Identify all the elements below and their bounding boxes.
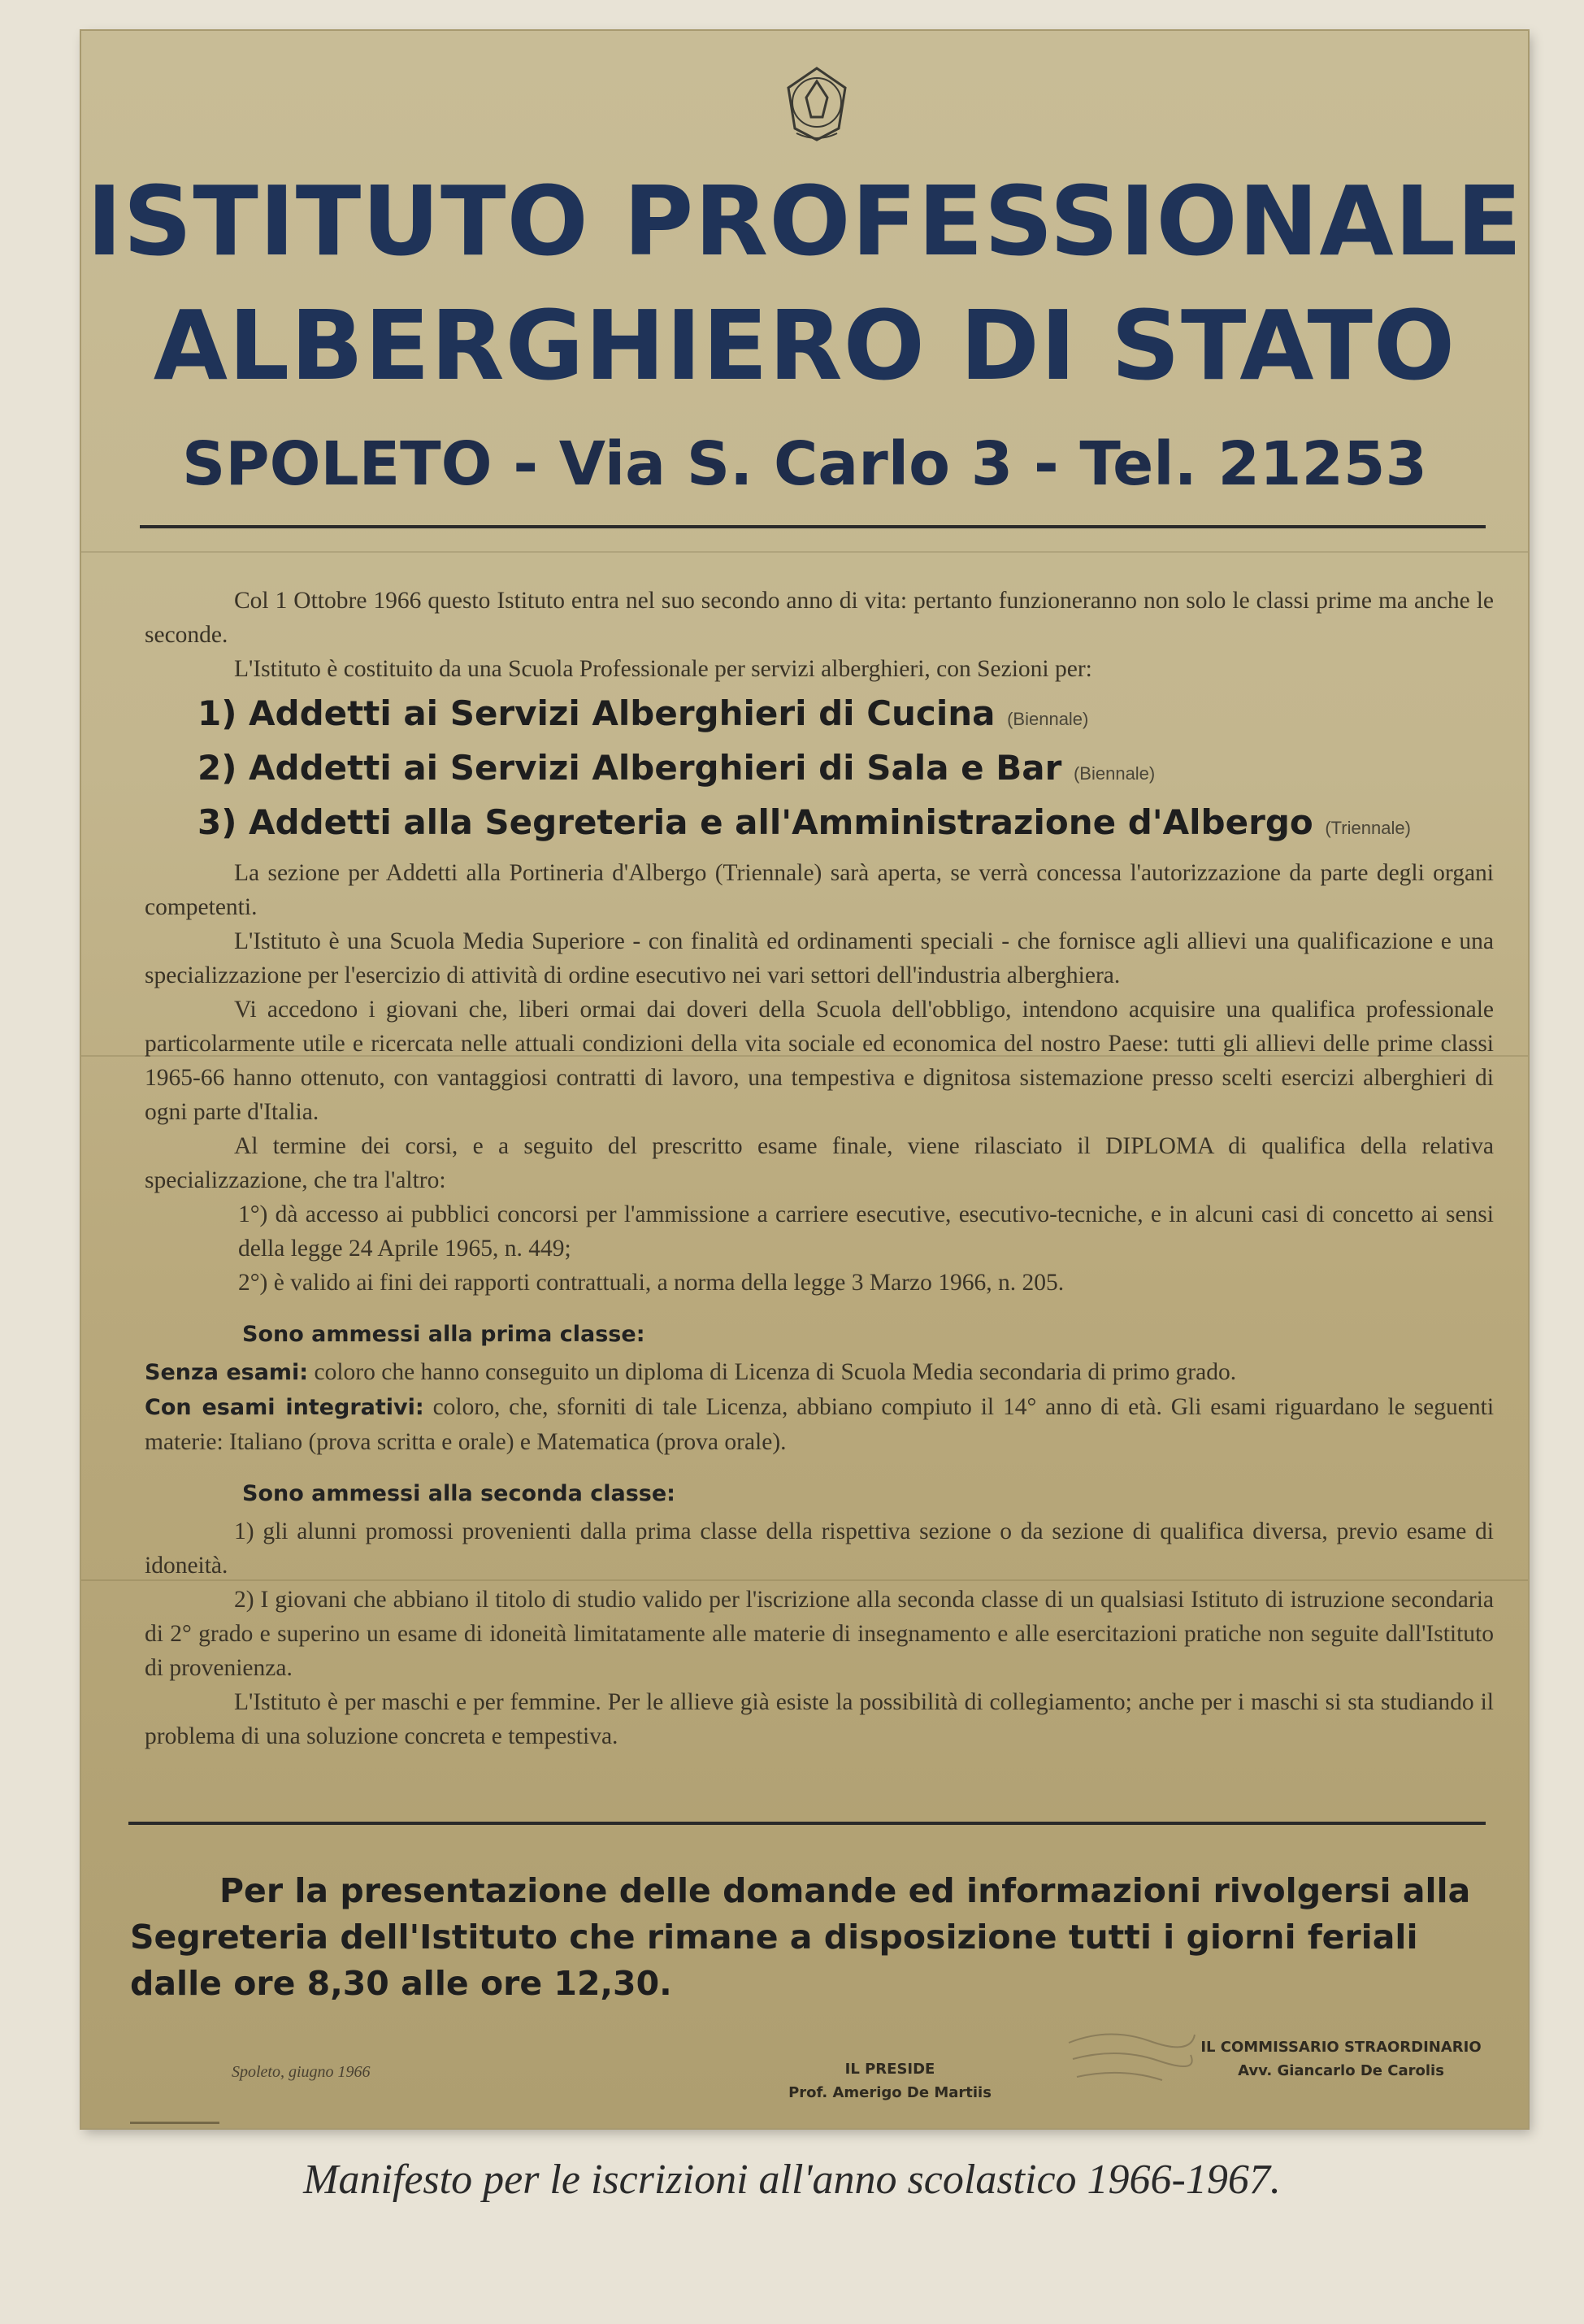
paragraph: 1) gli alunni promossi provenienti dalla prima classe della rispettiva sezione o da sezione di qualifica diversa, previo esame di idoneità. [145, 1518, 1494, 1579]
photo-caption: Manifesto per le iscrizioni all'anno scolastico 1966-1967. [303, 2157, 1281, 2203]
section-label: 3) Addetti alla Segreteria e all'Amministrazione d'Albergo [197, 802, 1313, 842]
state-emblem-icon [780, 63, 853, 145]
preside-role: IL PRESIDE [844, 2061, 935, 2078]
senza-esami-label: Senza esami: [145, 1360, 309, 1385]
section-item [145, 798, 1494, 853]
section-duration: (Triennale) [1325, 818, 1411, 838]
section-label: 2) Addetti ai Servizi Alberghieri di Sala e Bar [197, 748, 1062, 788]
poster [81, 31, 1528, 2128]
paragraph: 2) I giovani che abbiano il titolo di studio valido per l'iscrizione alla seconda classe di un qualsiasi Istituto di istruzione secondaria di 2° grado e superino un esame di idoneità limitatamente alle materie di insegnamento e alle esercitazioni pratiche non seguite dall'Istituto di provenienza. [145, 1587, 1494, 1681]
fold-line [81, 551, 1528, 553]
seconda-classe-heading: Sono ammessi alla seconda classe: [242, 1481, 675, 1506]
divider [140, 525, 1486, 528]
prima-classe-heading: Sono ammessi alla prima classe: [242, 1322, 645, 1347]
paragraph: L'Istituto è per maschi e per femmine. Per le allieve già esiste la possibilità di collegiamento; anche per i maschi si sta studiando il problema di una soluzione concreta e tempestiva. [145, 1689, 1494, 1749]
paragraph: Vi accedono i giovani che, liberi ormai dai doveri della Scuola dell'obbligo, intendono acquisire una qualifica professionale particolarmente utile e ricercata nelle attuali condizioni della vita sociale ed economica del nostro Paese: tutti gli allievi delle prime classi 1965-66 hanno ottenuto, con vantaggiosi contratti di lavoro, una tempestiva e dignitosa sistemazione presso scelti esercizi alberghieri di ogni parte d'Italia. [145, 997, 1494, 1125]
paragraph [145, 1355, 1494, 1390]
paragraph: Col 1 Ottobre 1966 questo Istituto entra nel suo secondo anno di vita: pertanto funzioneranno non solo le classi prime ma anche le seconde. [145, 588, 1494, 648]
paragraph: La sezione per Addetti alla Portineria d'Albergo (Triennale) sarà aperta, se verrà concessa l'autorizzazione da parte degli organi competenti. [145, 860, 1494, 920]
title-line-2: ALBERGHIERO DI STATO [153, 289, 1456, 402]
paragraph [145, 1390, 1494, 1459]
senza-esami-text: coloro che hanno conseguito un diploma di Licenza di Scuola Media secondaria di primo grado. [314, 1359, 1237, 1385]
title-line-1: ISTITUTO PROFESSIONALE [86, 165, 1523, 277]
corner-mark [130, 2122, 219, 2124]
commissario-name: Avv. Giancarlo De Carolis [1238, 2062, 1444, 2079]
place-date: Spoleto, giugno 1966 [232, 2063, 371, 2081]
con-esami-text: coloro, che, sforniti di tale Licenza, abbiano compiuto il 14° anno di età. Gli esami riguardano le seguenti materie: Italiano (prova scritta e orale) e Matematica (prova orale). [145, 1394, 1495, 1455]
paragraph: Al termine dei corsi, e a seguito del prescritto esame finale, viene rilasciato il DIPLOMA di qualifica della relativa specializzazione, che tra l'altro: [145, 1133, 1494, 1193]
preside-name: Prof. Amerigo De Martiis [788, 2084, 992, 2101]
paragraph: L'Istituto è costituito da una Scuola Professionale per servizi alberghieri, con Sezioni per: [234, 656, 1092, 682]
section-label: 1) Addetti ai Servizi Alberghieri di Cucina [197, 693, 996, 733]
paragraph: L'Istituto è una Scuola Media Superiore - con finalità ed ordinamenti speciali - che fornisce agli allievi una qualificazione e una specializzazione per l'esercizio di attività di ordine esecutivo nei vari settori dell'industria alberghiera. [145, 928, 1494, 988]
section-list [145, 689, 1494, 853]
con-esami-label: Con esami integrativi: [145, 1395, 424, 1420]
section-item [145, 744, 1494, 798]
section-item [145, 689, 1494, 744]
body-text [145, 584, 1494, 1753]
section-duration: (Biennale) [1007, 709, 1089, 729]
commissario-role: IL COMMISSARIO STRAORDINARIO [1200, 2039, 1482, 2056]
divider [128, 1822, 1486, 1825]
preside-signature [707, 2061, 1073, 2101]
section-duration: (Biennale) [1073, 763, 1156, 784]
commissario-signature [1162, 2039, 1520, 2079]
diploma-item: 1°) dà accesso ai pubblici concorsi per l'ammissione a carriere esecutive, esecutivo-tecniche, e in alcuni casi di concetto ai sensi della legge 24 Aprile 1965, n. 449; [238, 1201, 1494, 1262]
address-line: SPOLETO - Via S. Carlo 3 - Tel. 21253 [182, 429, 1427, 499]
contact-notice: Per la presentazione delle domande ed informazioni rivolgersi alla Segreteria dell'Istituto che rimane a disposizione tutti i giorni feriali dalle ore 8,30 alle ore 12,30. [130, 1871, 1471, 2003]
diploma-item: 2°) è valido ai fini dei rapporti contrattuali, a norma della legge 3 Marzo 1966, n. 205. [238, 1270, 1065, 1296]
